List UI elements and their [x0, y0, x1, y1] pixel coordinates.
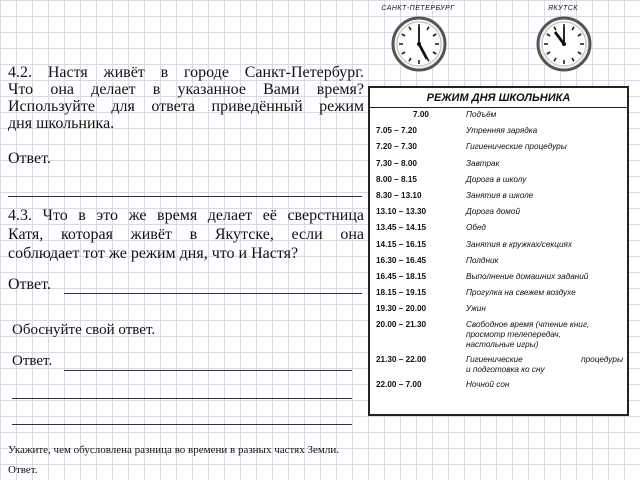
- schedule-activity: Гигиенические процедуры: [466, 142, 567, 152]
- justify-prompt: Обоснуйте свой ответ.: [12, 322, 156, 338]
- schedule-activity-line: и подготовка ко сну: [466, 365, 545, 375]
- yakutsk-clock-label: ЯКУТСК: [548, 5, 578, 12]
- schedule-time: 7.05 – 7.20: [376, 126, 417, 136]
- question-4-2-line: 4.2. Настя живёт в городе Санкт-Петербург.: [8, 64, 364, 81]
- schedule-activity: Дорога домой: [466, 207, 520, 217]
- schedule-time: 14.15 – 16.15: [376, 239, 427, 249]
- schedule-time: 16.30 – 16.45: [376, 255, 427, 265]
- schedule-activity: Обед: [466, 223, 486, 233]
- schedule-row: [376, 126, 623, 136]
- question-4-2: [8, 64, 364, 132]
- question-4-3: [8, 206, 364, 263]
- schedule-activity-line: настольные игры): [466, 340, 539, 350]
- question-4-2-line: Что она делает в указанное Вами время?: [8, 81, 364, 98]
- answer-4-3-label: Ответ.: [8, 276, 51, 293]
- answer-4-2-line[interactable]: [8, 196, 362, 197]
- schedule-row: [376, 175, 623, 185]
- schedule-row: [376, 288, 623, 298]
- question-4-2-line: дня школьника.: [8, 115, 115, 132]
- schedule-activity: Полдник: [466, 255, 499, 265]
- schedule-row: [376, 110, 623, 120]
- schedule-time: 7.00: [413, 110, 429, 119]
- schedule-activity: Занятия в школе: [466, 190, 534, 200]
- answer-4-3-line[interactable]: [64, 293, 362, 294]
- schedule-activity: Утренняя зарядка: [466, 126, 538, 136]
- schedule-row: [376, 240, 623, 250]
- footer-answer-label: Ответ.: [8, 464, 38, 476]
- schedule-time: 20.00 – 21.30: [376, 320, 427, 330]
- schedule-time: 21.30 – 22.00: [376, 355, 427, 365]
- schedule-row: [376, 355, 623, 375]
- schedule-activity-line: Свободное время (чтение книг,: [466, 320, 590, 330]
- footer-prompt: Укажите, чем обусловлена разница во времени в разных частях Земли.: [8, 444, 339, 456]
- question-4-3-line: 4.3. Что в это же время делает её сверстница: [8, 207, 364, 224]
- schedule-time: 8.00 – 8.15: [376, 174, 417, 184]
- schedule-activity: Ночной сон: [466, 380, 510, 390]
- justify-answer-line-3[interactable]: [12, 424, 352, 425]
- schedule-activity: Выполнение домашних заданий: [466, 271, 589, 281]
- schedule-activity: Подъём: [466, 110, 497, 119]
- schedule-activity-line: просмотр телепередач,: [466, 330, 561, 340]
- schedule-activity: Занятия в кружках/секциях: [466, 239, 572, 249]
- schedule-activity: [466, 320, 623, 350]
- schedule-row: [376, 159, 623, 169]
- schedule-row: [376, 223, 623, 233]
- schedule-time: 16.45 – 18.15: [376, 271, 427, 281]
- question-4-3-line: Катя, которая живёт в Якутске, если она: [8, 226, 364, 243]
- schedule-time: 18.15 – 19.15: [376, 288, 427, 298]
- spb-clock-icon: [390, 15, 448, 73]
- schedule-row: [376, 256, 623, 266]
- schedule-table: [368, 86, 629, 416]
- schedule-row: [376, 304, 623, 314]
- schedule-row: [376, 320, 623, 350]
- justify-answer-label: Ответ.: [12, 353, 53, 369]
- schedule-row: [376, 142, 623, 152]
- schedule-row: [376, 272, 623, 282]
- schedule-activity: Дорога в школу: [466, 174, 527, 184]
- schedule-activity: [466, 355, 623, 375]
- question-4-3-line: соблюдает тот же режим дня, что и Настя?: [8, 245, 299, 262]
- question-4-2-line: Используйте для ответа приведённый режим: [8, 98, 364, 115]
- schedule-time: 8.30 – 13.10: [376, 190, 422, 200]
- schedule-title: РЕЖИМ ДНЯ ШКОЛЬНИКА: [370, 88, 627, 108]
- schedule-row: [376, 191, 623, 201]
- answer-4-2-label: Ответ.: [8, 150, 51, 167]
- schedule-activity: Прогулка на свежем воздухе: [466, 288, 576, 298]
- schedule-time: 13.45 – 14.15: [376, 223, 427, 233]
- schedule-rows: [370, 108, 627, 390]
- schedule-row: [376, 380, 623, 390]
- schedule-time: 22.00 – 7.00: [376, 380, 422, 390]
- spb-clock-label: САНКТ-ПЕТЕРБУРГ: [381, 5, 455, 12]
- schedule-row: [376, 207, 623, 217]
- schedule-time: 7.30 – 8.00: [376, 158, 417, 168]
- schedule-time: 7.20 – 7.30: [376, 142, 417, 152]
- schedule-activity: Завтрак: [466, 158, 500, 168]
- schedule-activity-line: Гигиенические процедуры: [466, 355, 623, 365]
- justify-answer-line-1[interactable]: [64, 370, 352, 371]
- yakutsk-clock-icon: [535, 15, 593, 73]
- schedule-time: 13.10 – 13.30: [376, 207, 427, 217]
- schedule-activity: Ужин: [466, 304, 486, 314]
- schedule-time: 19.30 – 20.00: [376, 304, 427, 314]
- justify-answer-line-2[interactable]: [12, 398, 352, 399]
